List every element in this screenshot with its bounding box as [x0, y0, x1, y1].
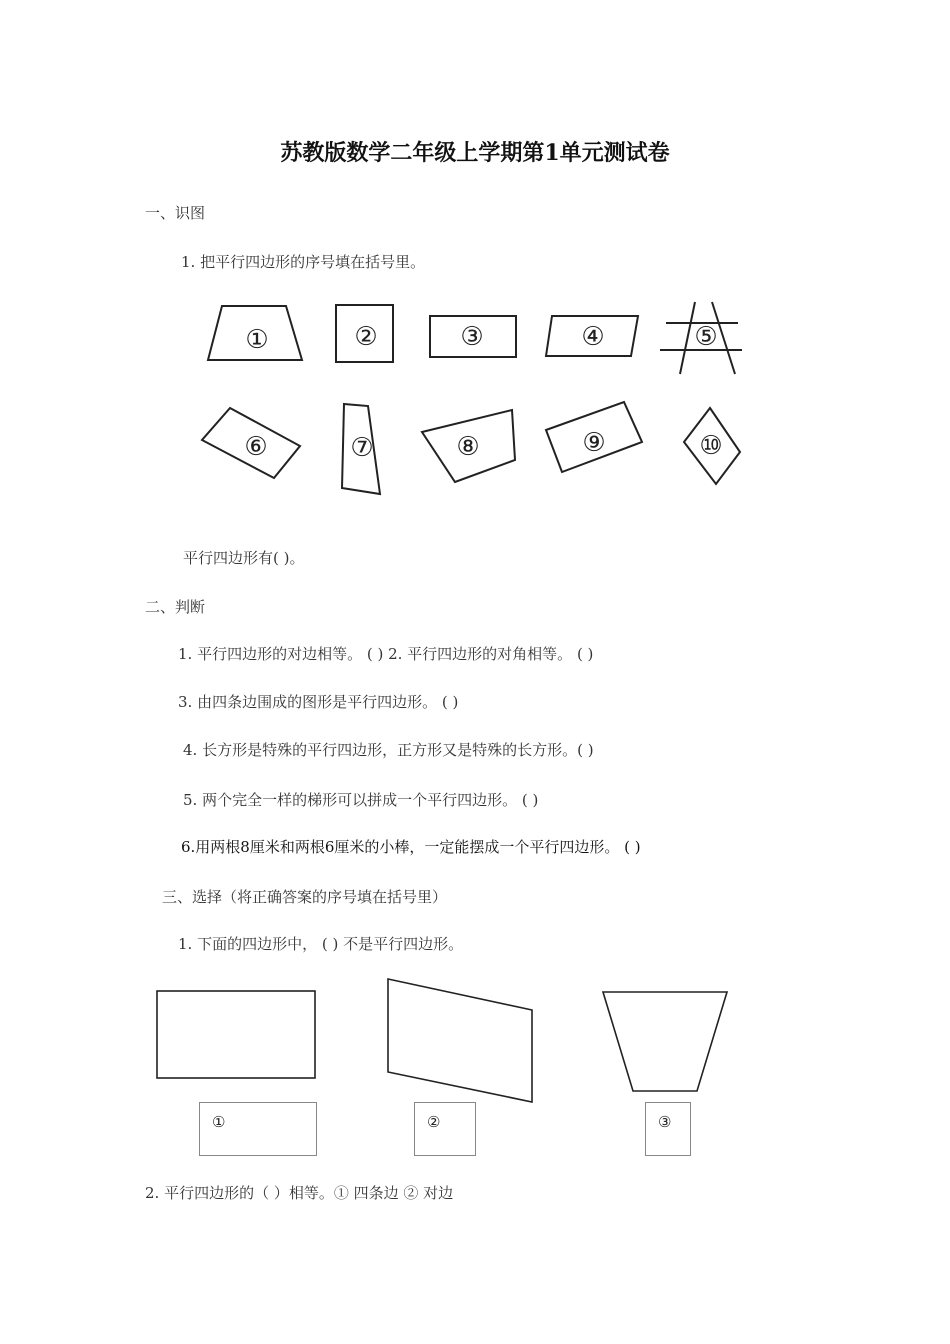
figure-label: ⑨: [582, 428, 606, 458]
section-heading-2: 二、判断: [145, 598, 206, 616]
choice-shapes: [150, 970, 750, 1110]
judgement-item-4: 4. 长方形是特殊的平行四边形，正方形又是特殊的长方形。( ): [183, 741, 594, 759]
section-heading-1: 一、识图: [145, 204, 206, 222]
figure-label: ⑦: [350, 433, 374, 463]
question-3-2: 2. 平行四边形的（ ）相等。① 四条边 ② 对边: [145, 1184, 454, 1202]
judgement-item-6: 6.用两根8厘米和两根6厘米的小棒，一定能摆成一个平行四边形。 ( ): [181, 838, 641, 856]
section-heading-3: 三、选择（将正确答案的序号填在括号里）: [162, 888, 448, 906]
figure-label: ⑩: [699, 431, 723, 461]
question-1-1: 1. 把平行四边形的序号填在括号里。: [181, 253, 426, 271]
figure-label: ②: [354, 322, 378, 352]
judgement-item-5: 5. 两个完全一样的梯形可以拼成一个平行四边形。 ( ): [183, 791, 539, 809]
figure-label: ⑧: [456, 432, 480, 462]
page-title: 苏教版数学二年级上学期第1单元测试卷: [280, 140, 670, 166]
shape-rectangle: [157, 991, 315, 1078]
parallelogram-figures: [190, 290, 770, 500]
choice-label-3: ③: [645, 1102, 691, 1156]
choice-label-2: ②: [414, 1102, 476, 1156]
shape-quadrilateral: [388, 979, 532, 1102]
question-3-1: 1. 下面的四边形中， ( ) 不是平行四边形。: [178, 935, 464, 953]
figure-label: ⑥: [244, 432, 268, 462]
figure-label: ③: [460, 322, 484, 352]
figure-label: ⑤: [694, 322, 718, 352]
shape-trapezoid: [603, 992, 727, 1091]
choice-label-1: ①: [199, 1102, 317, 1156]
judgement-item-3: 3. 由四条边围成的图形是平行四边形。 ( ): [178, 693, 459, 711]
judgement-item-1-2: 1. 平行四边形的对边相等。 ( ) 2. 平行四边形的对角相等。 ( ): [178, 645, 594, 663]
figure-label: ④: [581, 322, 605, 352]
figure-label: ①: [245, 325, 269, 355]
answer-line: 平行四边形有( )。: [183, 549, 305, 567]
